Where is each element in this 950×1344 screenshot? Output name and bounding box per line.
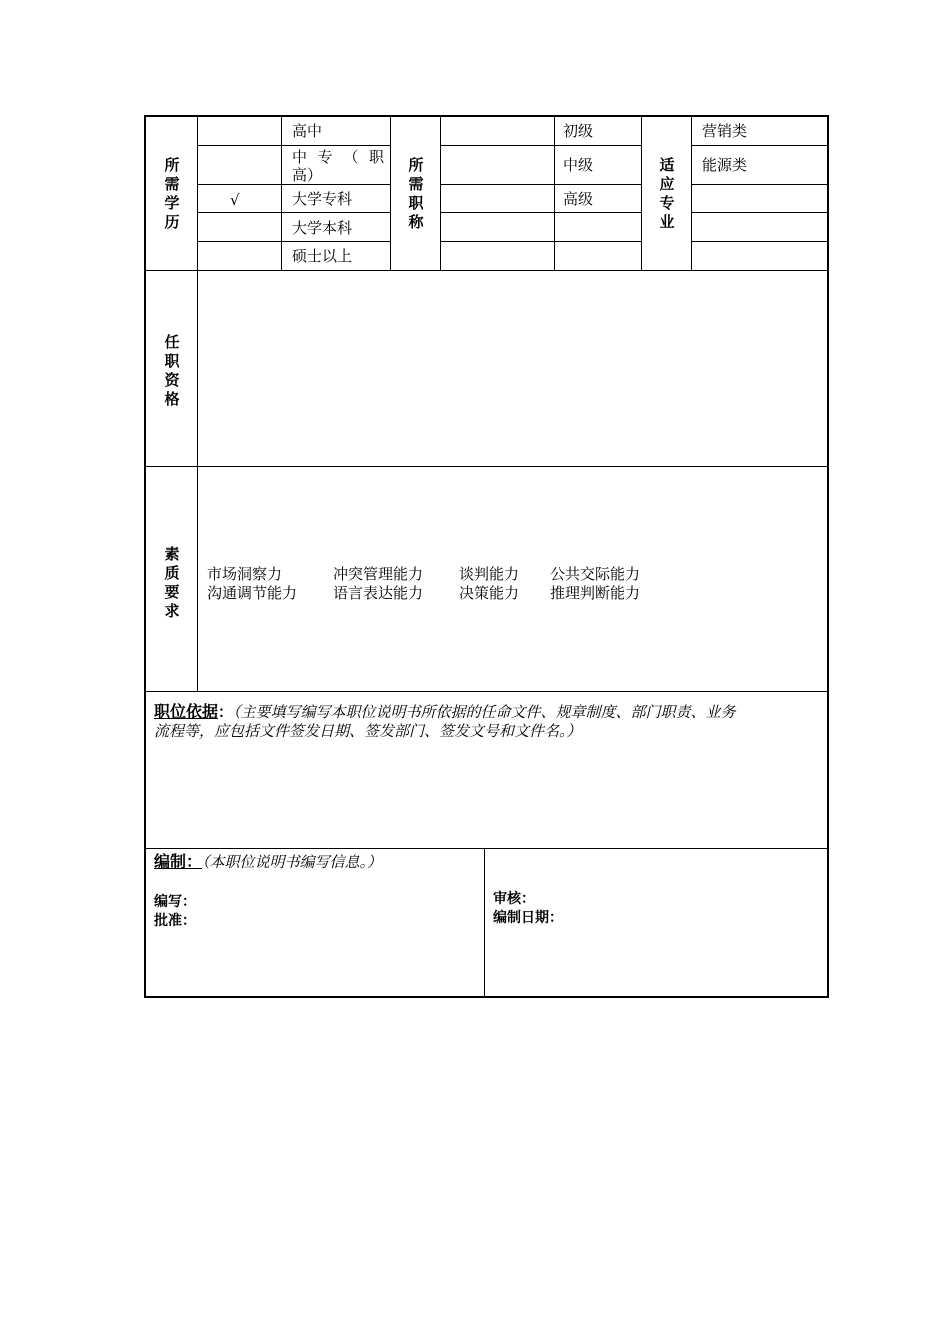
compile-note: （本职位说明书编写信息。） — [202, 853, 383, 871]
divider — [390, 117, 391, 270]
divider — [440, 212, 641, 213]
divider — [197, 241, 390, 242]
compile-date-label: 编制日期： — [493, 910, 563, 926]
competence-item: 市场洞察力 — [207, 565, 283, 583]
competence-item: 决策能力 — [459, 584, 520, 602]
education-level: 高中 — [292, 122, 323, 140]
reviewer-label: 审核： — [493, 891, 535, 907]
basis-line — [154, 703, 736, 721]
divider — [197, 117, 198, 691]
major-item: 营销类 — [702, 122, 748, 140]
divider — [691, 184, 829, 185]
title-label-text: 所 需 职 称 — [408, 156, 424, 231]
major-item: 能源类 — [702, 156, 748, 174]
compile-line — [154, 853, 382, 871]
competence-item: 谈判能力 — [459, 565, 520, 583]
divider — [440, 117, 441, 270]
education-check-mark[interactable]: √ — [230, 191, 240, 209]
competence-item: 公共交际能力 — [550, 565, 641, 583]
divider — [146, 466, 829, 467]
qualification-label-text: 任 职 资 格 — [164, 333, 180, 408]
education-level: 大学专科 — [292, 190, 353, 208]
basis-heading: 职位依据 — [154, 702, 219, 721]
approver-label: 批准： — [154, 913, 196, 929]
divider — [440, 145, 641, 146]
competence-item: 语言表达能力 — [333, 584, 424, 602]
competence-label-text: 素 质 要 求 — [164, 545, 180, 620]
competence-item: 沟通调节能力 — [207, 584, 298, 602]
divider — [197, 145, 390, 146]
divider — [197, 184, 390, 185]
basis-colon: ： — [218, 703, 234, 721]
writer-label: 编写： — [154, 894, 196, 910]
divider — [691, 117, 692, 270]
compile-heading: 编制： — [154, 852, 203, 871]
education-level: 中 专 （ 职 高） — [292, 148, 384, 184]
competence-item: 推理判断能力 — [550, 584, 641, 602]
title-level: 初级 — [563, 122, 594, 140]
divider — [641, 117, 642, 270]
form-table — [144, 115, 829, 998]
title-level: 高级 — [563, 190, 594, 208]
education-label-text: 所 需 学 历 — [164, 156, 180, 231]
divider — [440, 241, 641, 242]
basis-note-line2: 流程等，应包括文件签发日期、签发部门、签发文号和文件名。） — [154, 722, 582, 740]
divider — [554, 117, 555, 270]
divider — [691, 241, 829, 242]
divider — [691, 145, 829, 146]
education-level: 大学本科 — [292, 219, 353, 237]
basis-note: （主要填写编写本职位说明书所依据的任命文件、规章制度、部门职责、业务 — [233, 703, 736, 721]
major-label-text: 适 应 专 业 — [659, 156, 675, 231]
divider — [440, 184, 641, 185]
title-level: 中级 — [563, 156, 594, 174]
divider — [146, 270, 829, 271]
divider — [281, 117, 282, 270]
divider — [146, 691, 829, 692]
divider — [146, 848, 829, 849]
education-level: 硕士以上 — [292, 247, 353, 265]
divider — [691, 212, 829, 213]
competence-item: 冲突管理能力 — [333, 565, 424, 583]
divider — [197, 212, 390, 213]
divider — [484, 848, 485, 998]
